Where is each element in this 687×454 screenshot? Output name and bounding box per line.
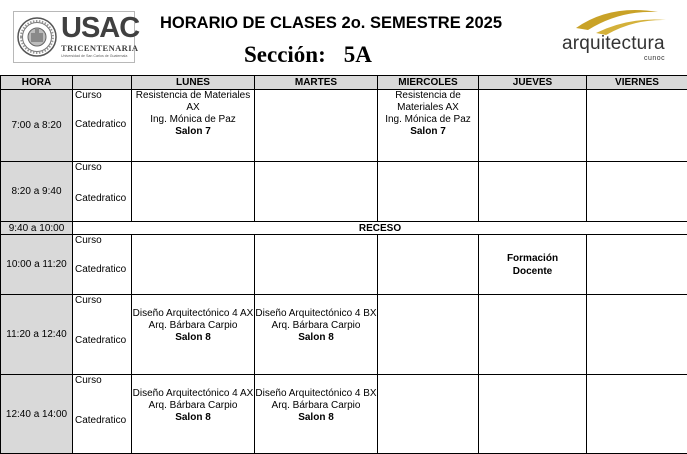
- course-name: Resistencia de Materiales AX: [132, 90, 254, 114]
- page-header: [0, 0, 687, 75]
- class-cell-miercoles: [378, 375, 479, 454]
- recess-label: RECESO: [73, 222, 687, 235]
- class-cell-jueves: [479, 235, 587, 295]
- class-cell-martes: [255, 235, 378, 295]
- class-cell-jueves: [479, 162, 587, 222]
- class-cell-martes: [255, 90, 378, 162]
- column-header-lunes: LUNES: [132, 76, 255, 90]
- column-header-viernes: VIERNES: [587, 76, 687, 90]
- usac-logo: [13, 11, 135, 63]
- time-slot: 9:40 a 10:00: [1, 222, 73, 235]
- column-header-miercoles: MIERCOLES: [378, 76, 479, 90]
- row-labels: [73, 295, 132, 375]
- class-cell-viernes: [587, 162, 687, 222]
- schedule-table: [0, 75, 687, 454]
- usac-logo-tagline: Universidad de San Carlos de Guatemala: [61, 54, 127, 58]
- class-cell-lunes: [132, 90, 255, 162]
- class-cell-martes: [255, 295, 378, 375]
- class-cell-lunes: [132, 235, 255, 295]
- time-slot: 8:20 a 9:40: [1, 162, 73, 222]
- label-professor: Catedratico: [75, 415, 126, 426]
- room: Salon 8: [132, 412, 254, 424]
- class-cell-miercoles: [378, 235, 479, 295]
- column-header-hora: HORA: [1, 76, 73, 90]
- label-course: Curso: [75, 90, 102, 101]
- class-cell-miercoles: [378, 295, 479, 375]
- class-cell-miercoles: [378, 90, 479, 162]
- professor-name: Arq. Bárbara Carpio: [255, 400, 377, 412]
- row-labels: [73, 375, 132, 454]
- professor-name: Arq. Bárbara Carpio: [255, 320, 377, 332]
- section-label: Sección:: [244, 42, 326, 67]
- table-row: [1, 375, 687, 454]
- university-seal-icon: [17, 15, 57, 59]
- course-name: Diseño Arquitectónico 4 AX: [132, 388, 254, 400]
- table-row: [1, 90, 687, 162]
- room: Salon 8: [255, 332, 377, 344]
- label-course: Curso: [75, 162, 102, 173]
- class-cell-lunes: [132, 295, 255, 375]
- arquitectura-logo-name: arquitectura: [562, 33, 665, 55]
- label-course: Curso: [75, 375, 102, 386]
- time-slot: 12:40 a 14:00: [1, 375, 73, 454]
- professor-name: Arq. Bárbara Carpio: [132, 320, 254, 332]
- room: Salon 7: [132, 126, 254, 138]
- label-professor: Catedratico: [75, 264, 126, 275]
- row-labels: [73, 235, 132, 295]
- class-cell-lunes: [132, 162, 255, 222]
- arquitectura-logo-subtitle: cunoc: [644, 55, 665, 62]
- column-header-martes: MARTES: [255, 76, 378, 90]
- column-header-jueves: JUEVES: [479, 76, 587, 90]
- class-cell-viernes: [587, 295, 687, 375]
- label-professor: Catedratico: [75, 119, 126, 130]
- arquitectura-swoosh-icon: [562, 6, 680, 36]
- time-slot: 10:00 a 11:20: [1, 235, 73, 295]
- label-course: Curso: [75, 295, 102, 306]
- course-name: Resistencia de Materiales AX: [378, 90, 478, 114]
- usac-logo-subtitle: TRICENTENARIA: [61, 43, 138, 53]
- recess-row: [1, 222, 687, 235]
- label-professor: Catedratico: [75, 335, 126, 346]
- class-cell-jueves: [479, 375, 587, 454]
- professor-name: Ing. Mónica de Paz: [132, 114, 254, 126]
- room: Salon 8: [255, 412, 377, 424]
- column-header-labels: [73, 76, 132, 90]
- arquitectura-logo: [562, 6, 680, 66]
- formacion-docente-note: Formación Docente: [501, 252, 565, 278]
- class-cell-jueves: [479, 90, 587, 162]
- section-heading: [244, 42, 372, 68]
- professor-name: Ing. Mónica de Paz: [378, 114, 478, 126]
- class-cell-viernes: [587, 235, 687, 295]
- label-professor: Catedratico: [75, 193, 126, 204]
- class-cell-lunes: [132, 375, 255, 454]
- professor-name: Arq. Bárbara Carpio: [132, 400, 254, 412]
- row-labels: [73, 162, 132, 222]
- table-row: [1, 235, 687, 295]
- course-name: Diseño Arquitectónico 4 BX: [255, 388, 377, 400]
- time-slot: 7:00 a 8:20: [1, 90, 73, 162]
- class-cell-viernes: [587, 375, 687, 454]
- course-name: Diseño Arquitectónico 4 AX: [132, 308, 254, 320]
- time-slot: 11:20 a 12:40: [1, 295, 73, 375]
- class-cell-martes: [255, 162, 378, 222]
- class-cell-jueves: [479, 295, 587, 375]
- table-header-row: [1, 76, 687, 90]
- course-name: Diseño Arquitectónico 4 BX: [255, 308, 377, 320]
- class-cell-viernes: [587, 90, 687, 162]
- table-row: [1, 162, 687, 222]
- page-title: HORARIO DE CLASES 2o. SEMESTRE 2025: [160, 14, 502, 33]
- class-cell-miercoles: [378, 162, 479, 222]
- section-value: 5A: [344, 42, 372, 67]
- usac-logo-name: USAC: [61, 12, 139, 45]
- class-cell-martes: [255, 375, 378, 454]
- room: Salon 8: [132, 332, 254, 344]
- room: Salon 7: [378, 126, 478, 138]
- row-labels: [73, 90, 132, 162]
- label-course: Curso: [75, 235, 102, 246]
- table-row: [1, 295, 687, 375]
